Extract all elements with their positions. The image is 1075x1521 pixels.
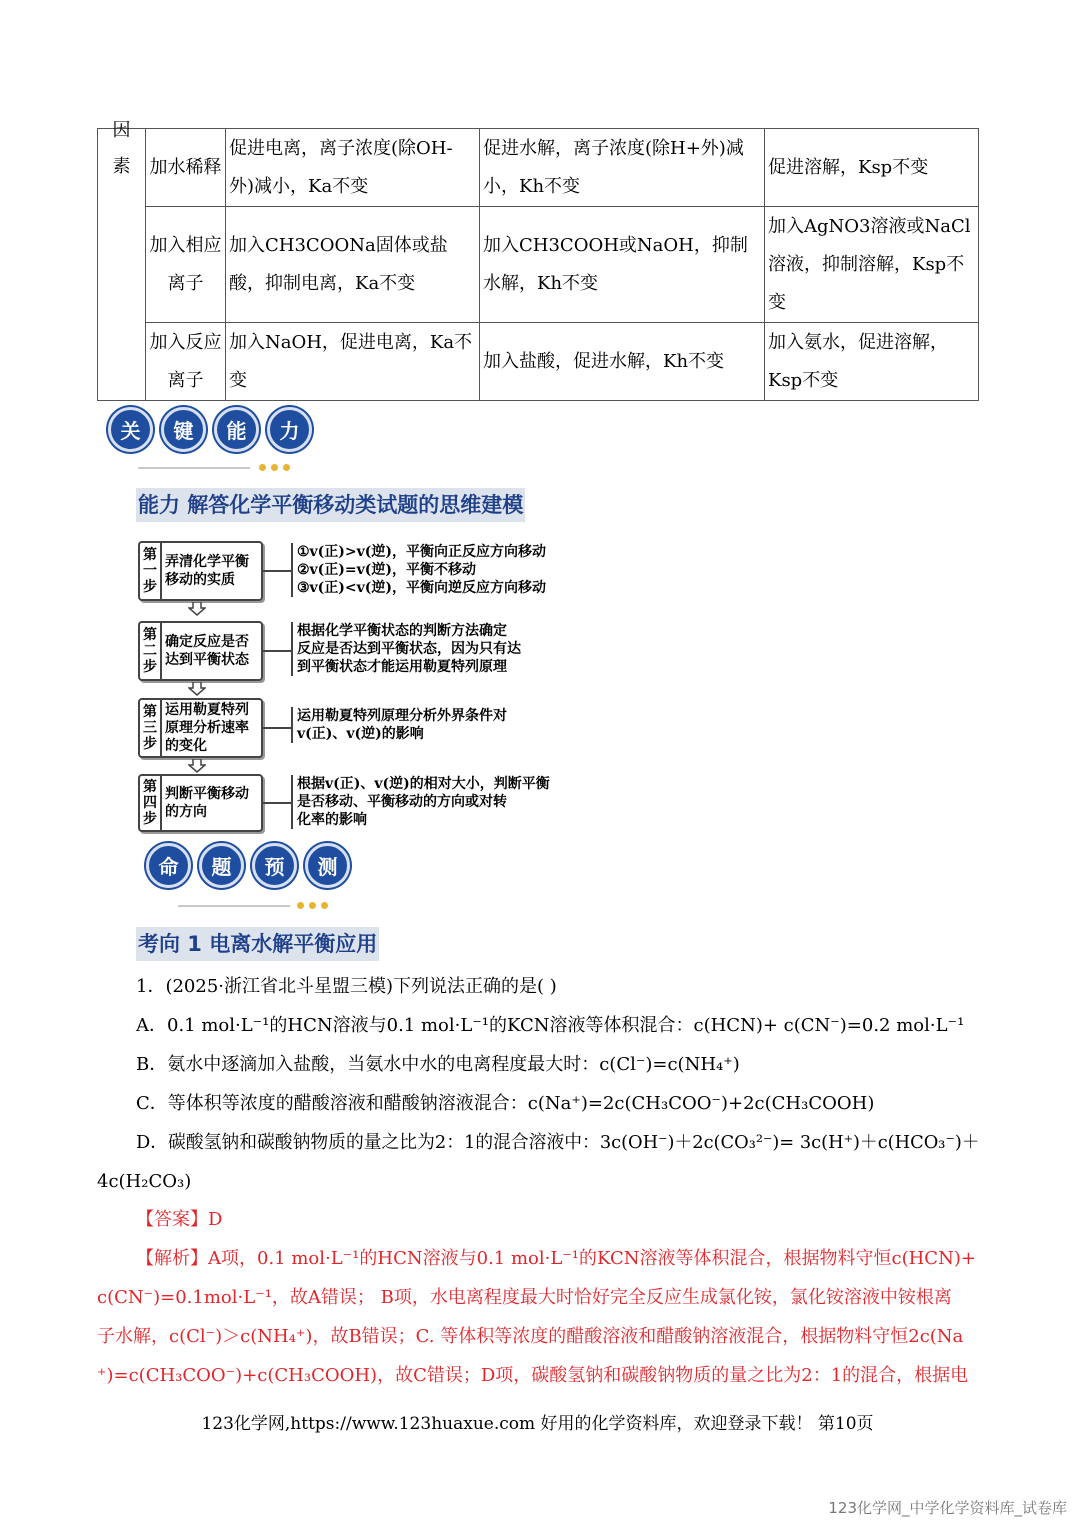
desc-line: ③v(正)<v(逆)，平衡向逆反应方向移动 [297, 580, 547, 596]
down-arrow-icon [188, 759, 206, 773]
divider [138, 467, 250, 469]
cell-text: 促进电离，离子浓度(除OH-外)减小，Ka不变 [229, 137, 453, 197]
step-description [291, 775, 550, 829]
flow-step [138, 541, 263, 601]
desc-line: ②v(正)=v(逆)，平衡不移动 [297, 562, 477, 578]
desc-line: 反应是否达到平衡状态，因为只有达 [297, 641, 521, 657]
cell [480, 129, 765, 207]
ability-title: 能力 解答化学平衡移动类试题的思维建模 [136, 488, 525, 522]
step-text: 判断平衡移动的方向 [165, 786, 249, 820]
answer: 【答案】D [136, 1209, 223, 1230]
banner-char: 命 [146, 843, 191, 888]
connector [263, 802, 291, 804]
topic-title: 考向 1 电离水解平衡应用 [136, 927, 379, 961]
cell-text: 加入氨水，促进溶解，Ksp不变 [768, 331, 948, 391]
cell [765, 323, 979, 401]
step-number: 第三步 [140, 700, 162, 756]
cell [226, 207, 480, 323]
step-description [291, 622, 521, 676]
cell [765, 129, 979, 207]
step-description [291, 707, 507, 743]
category-label: 因素 [112, 119, 131, 177]
banner-char: 测 [305, 843, 350, 888]
cell-text: 加入AgNO3溶液或NaCl溶液，抑制溶解，Ksp不变 [768, 215, 971, 313]
analysis-line: 【解析】A项，0.1 mol·L⁻¹的HCN溶液与0.1 mol·L⁻¹的KCN溶液等体积混合，根据物料守恒c(HCN)+ [136, 1248, 976, 1269]
cell-text: 加入盐酸，促进水解，Kh不变 [483, 350, 725, 372]
desc-line: 根据化学平衡状态的判断方法确定 [297, 623, 507, 639]
factor-cell [146, 129, 226, 207]
down-arrow-icon [188, 682, 206, 696]
cell-text: 加入CH3COOH或NaOH，抑制水解，Kh不变 [483, 234, 748, 294]
step-number: 第四步 [140, 776, 162, 830]
analysis-line: 子水解，c(Cl⁻)＞c(NH₄⁺)，故B错误；C. 等体积等浓度的醋酸溶液和醋酸钠溶液混合，根据物料守恒2c(Na [97, 1326, 964, 1347]
step-text: 弄清化学平衡移动的实质 [165, 554, 249, 588]
step-number: 第二步 [140, 623, 162, 679]
connector [263, 570, 291, 572]
banner-char: 关 [108, 407, 153, 452]
connector [263, 727, 291, 729]
prediction-banner [146, 843, 350, 888]
cell-text: 促进溶解，Ksp不变 [768, 156, 929, 178]
analysis-line: c(CN⁻)=0.1mol·L⁻¹，故A错误； B项，水电离程度最大时恰好完全反应生成氯化铵，氯化铵溶液中铵根离 [97, 1287, 952, 1308]
divider [178, 905, 290, 907]
desc-line: v(正)、v(逆)的影响 [297, 726, 424, 742]
banner-char: 力 [267, 407, 312, 452]
step-number: 第一步 [140, 543, 162, 599]
option-c: C．等体积等浓度的醋酸溶液和醋酸钠溶液混合：c(Na⁺)=2c(CH₃COO⁻)+2c(CH₃COOH) [136, 1093, 875, 1114]
factor-cell [146, 323, 226, 401]
step-description [291, 543, 546, 597]
desc-line: 化率的影响 [297, 812, 367, 828]
down-arrow-icon [188, 602, 206, 616]
option-a: A．0.1 mol·L⁻¹的HCN溶液与0.1 mol·L⁻¹的KCN溶液等体积混合：c(HCN)+ c(CN⁻)=0.2 mol·L⁻¹ [136, 1015, 965, 1036]
factor-label: 加入反应离子 [149, 331, 222, 391]
cell [226, 129, 480, 207]
option-d: D．碳酸氢钠和碳酸钠物质的量之比为2：1的混合溶液中：3c(OH⁻)＋2c(CO₃²⁻)= 3c(H⁺)＋c(HCO₃⁻)＋ [136, 1132, 980, 1153]
desc-line: 根据v(正)、v(逆)的相对大小，判断平衡 [297, 776, 550, 792]
desc-line: 到平衡状态才能运用勒夏特列原理 [297, 659, 507, 675]
banner-char: 能 [214, 407, 259, 452]
factor-label: 加入相应离子 [149, 234, 222, 294]
cell [765, 207, 979, 323]
analysis-line: ⁺)=c(CH₃COO⁻)+c(CH₃COOH)，故C错误；D项，碳酸氢钠和碳酸钠物质的量之比为2：1的混合，根据电 [97, 1365, 969, 1386]
cell-text: 加入CH3COONa固体或盐酸，抑制电离，Ka不变 [229, 234, 448, 294]
step-text: 确定反应是否达到平衡状态 [165, 634, 249, 668]
step-text: 运用勒夏特列原理分析速率的变化 [165, 702, 249, 754]
watermark: 123化学网_中学化学资料库_试卷库 [828, 1499, 1067, 1517]
equilibrium-factors-table [97, 119, 979, 401]
banner-char: 题 [199, 843, 244, 888]
cell [226, 323, 480, 401]
decorative-dots [259, 464, 290, 471]
flow-step [138, 621, 263, 681]
option-d-cont: 4c(H₂CO₃) [97, 1171, 192, 1192]
question-stem: 1．(2025·浙江省北斗星盟三模)下列说法正确的是( ) [136, 976, 557, 997]
factor-label: 加水稀释 [149, 156, 222, 178]
cell [480, 207, 765, 323]
cell-text: 加入NaOH，促进电离，Ka不变 [229, 331, 473, 391]
desc-line: ①v(正)>v(逆)，平衡向正反应方向移动 [297, 544, 547, 560]
connector [263, 650, 291, 652]
key-ability-banner [108, 407, 312, 452]
option-b: B．氨水中逐滴加入盐酸，当氨水中水的电离程度最大时：c(Cl⁻)=c(NH₄⁺) [136, 1054, 740, 1075]
flow-step [138, 698, 263, 758]
banner-char: 预 [252, 843, 297, 888]
cell-text: 促进水解，离子浓度(除H+外)减小，Kh不变 [483, 137, 744, 197]
banner-char: 键 [161, 407, 206, 452]
decorative-dots [297, 902, 328, 909]
category-cell [98, 119, 146, 401]
desc-line: 运用勒夏特列原理分析外界条件对 [297, 708, 507, 724]
page-footer: 123化学网,https://www.123huaxue.com 好用的化学资料库，欢迎登录下载！ 第10页 [201, 1414, 874, 1434]
desc-line: 是否移动、平衡移动的方向或对转 [297, 794, 507, 810]
flow-step [138, 774, 263, 832]
factor-cell [146, 207, 226, 323]
cell [480, 323, 765, 401]
